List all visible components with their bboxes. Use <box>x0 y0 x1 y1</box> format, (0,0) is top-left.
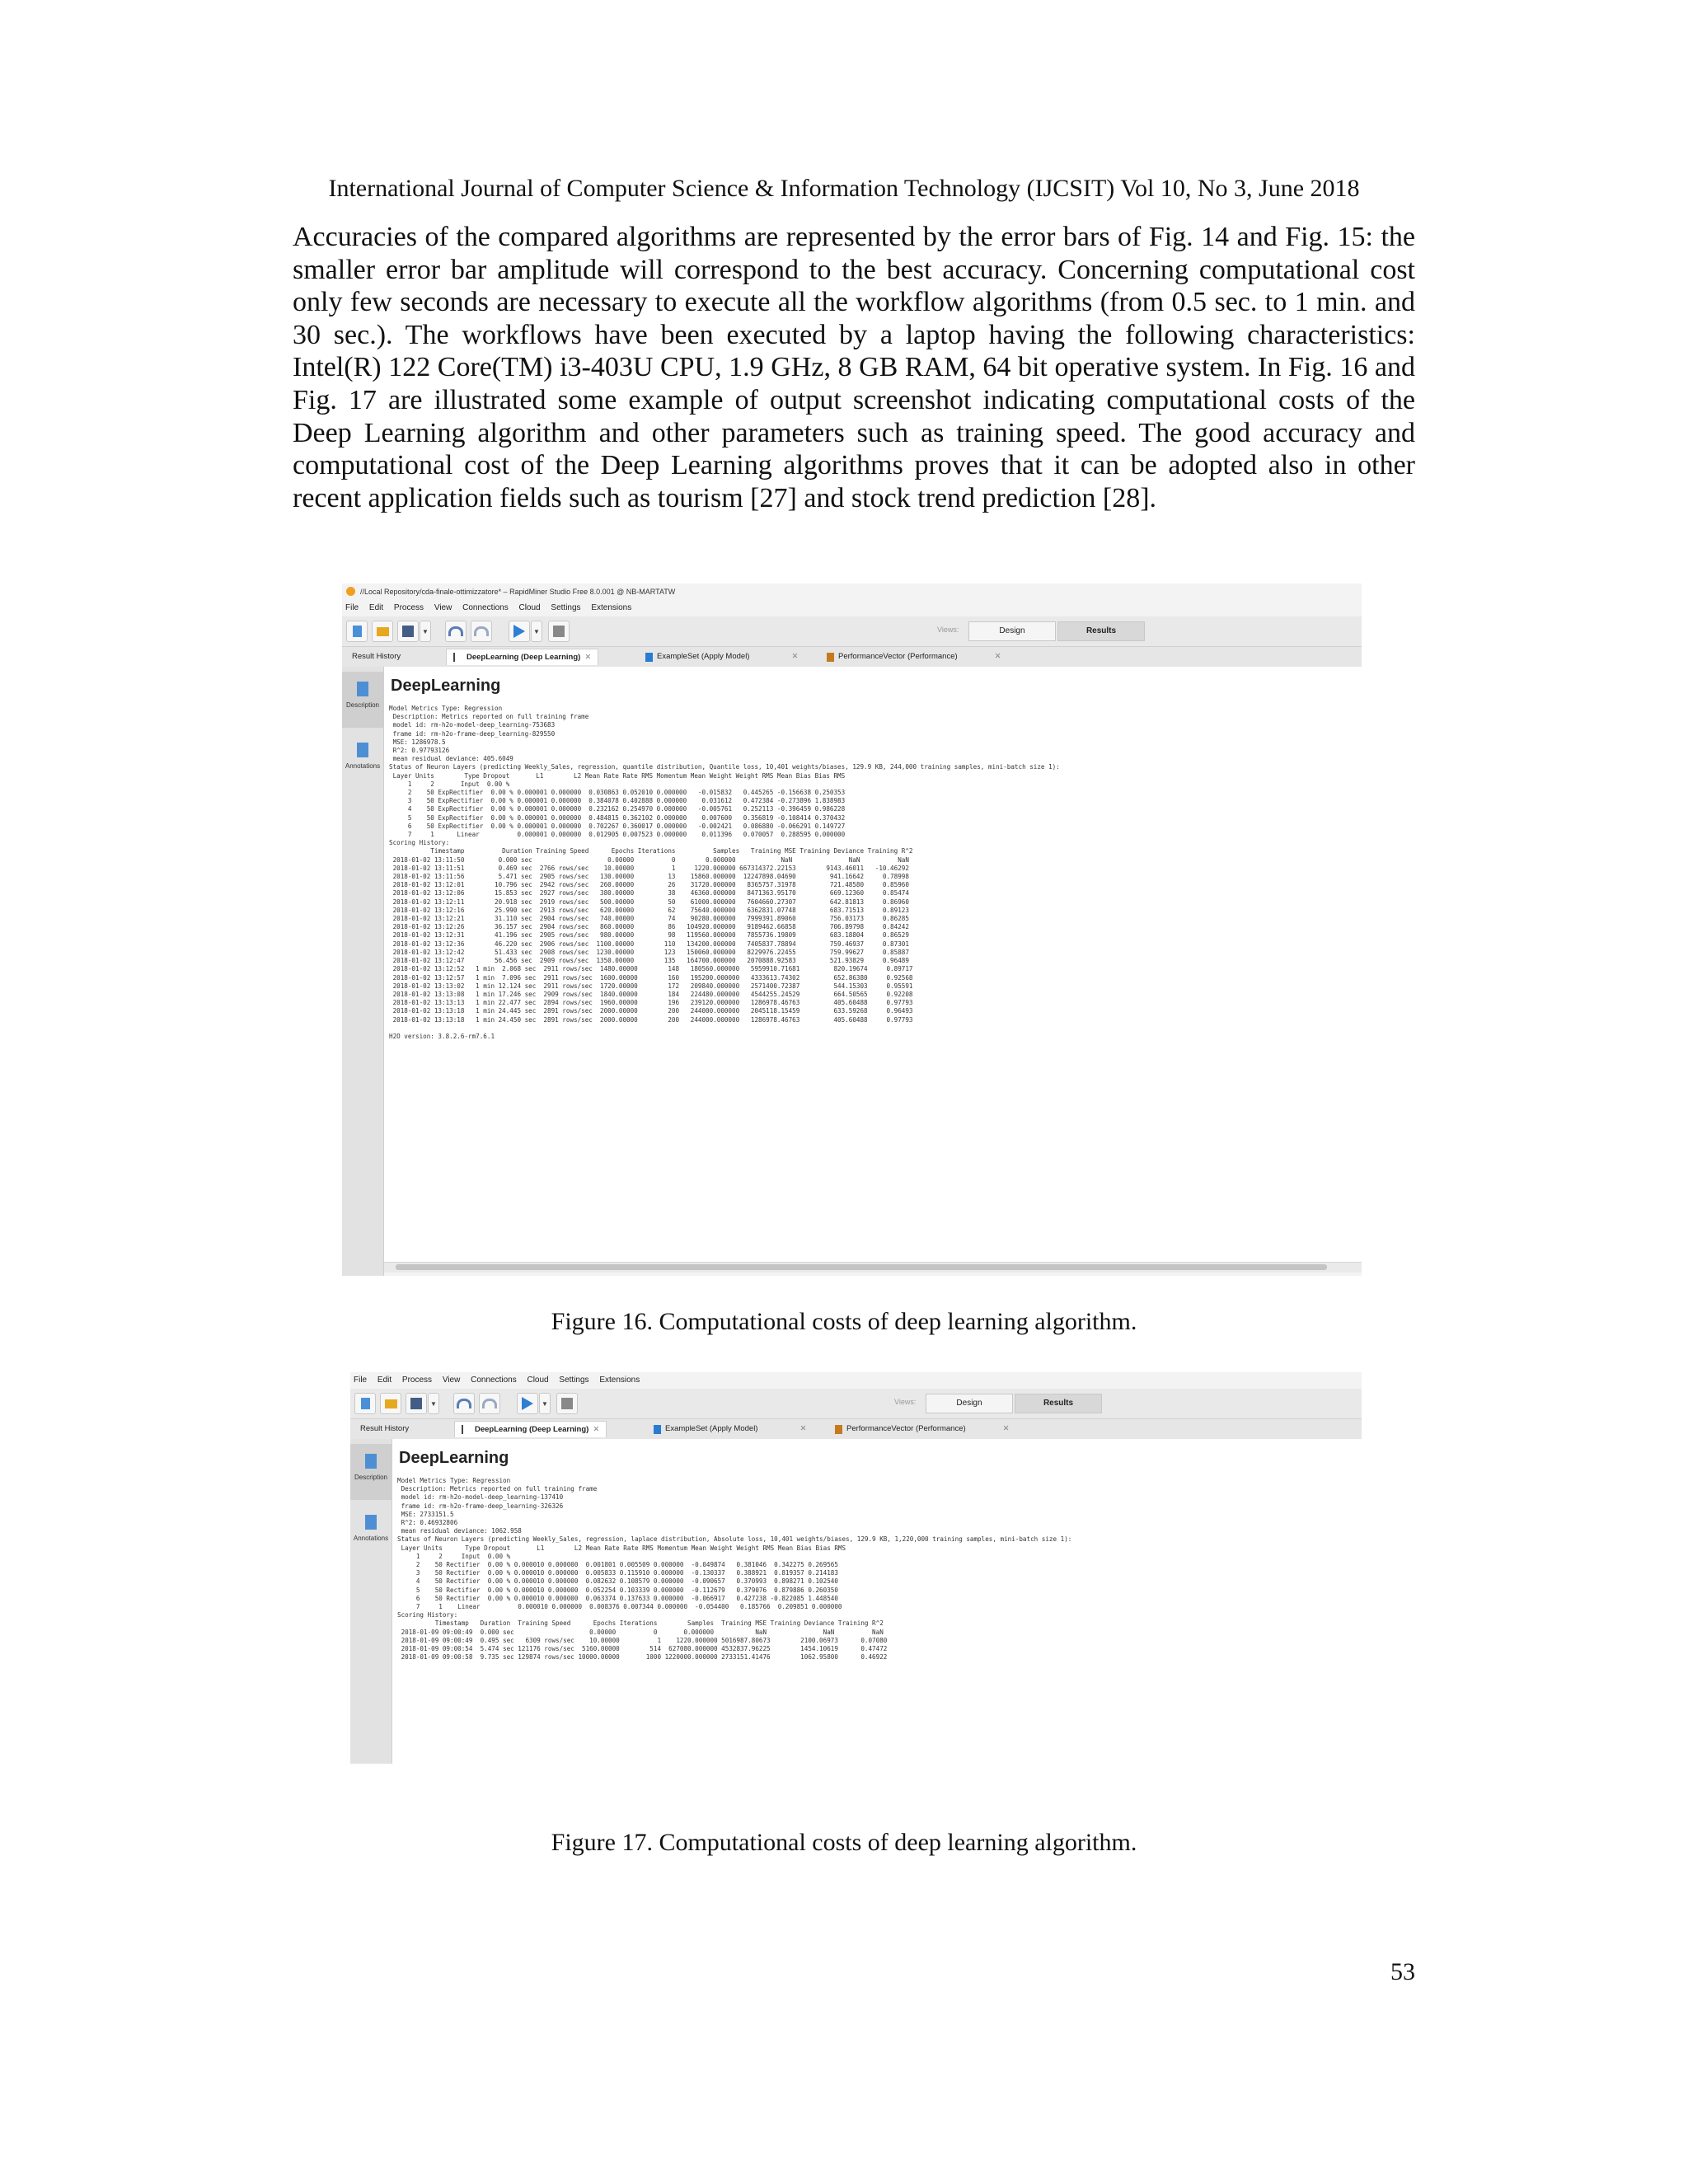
model-output-panel <box>384 667 1362 1262</box>
views-label: Views: <box>937 626 959 634</box>
new-process-icon <box>353 626 362 637</box>
scrollbar-thumb[interactable] <box>396 1264 1327 1270</box>
toolbar <box>342 616 1362 647</box>
side-panel <box>342 667 384 1276</box>
menu-file[interactable]: File <box>345 603 359 612</box>
views-label: Views: <box>894 1398 917 1406</box>
menu-extensions[interactable]: Extensions <box>599 1376 640 1385</box>
new-process-button[interactable] <box>354 1393 376 1414</box>
tab-performance[interactable] <box>828 1421 1016 1437</box>
annotations-view-button[interactable] <box>342 733 383 789</box>
body-paragraph: Accuracies of the compared algorithms are represented by the error bars of Fig. 14 and Fig. 15: the smaller error bar amplitude will correspond to the best accuracy. Concerning computational cost only few seconds are necessary to execute all the workflow algorithms (from 0.5 sec. to 1 min. and 30 sec.). The workflows have been executed by a laptop having the following characteristics: Intel(R) 122 Core(TM) i3-403U CPU, 1.9 GHz, 8 GB RAM, 64 bit operative system. In Fig. 16 and Fig. 17 are illustrated some example of output screenshot indicating computational costs of the Deep Learning algorithm and other parameters such as training speed. The good accuracy and computational cost of the Deep Learning algorithms proves that it can be adopted also in other recent application fields such as tourism [27] and stock trend prediction [28]. <box>293 222 1415 513</box>
description-view-button[interactable] <box>350 1444 392 1500</box>
close-icon[interactable]: ✕ <box>994 652 1001 661</box>
stop-button[interactable] <box>548 621 570 642</box>
menu-edit[interactable]: Edit <box>368 603 384 612</box>
new-process-icon <box>361 1398 370 1409</box>
run-button[interactable] <box>509 621 530 642</box>
play-icon <box>513 625 525 638</box>
figure-17-caption: Figure 17. Computational costs of deep learning algorithm. <box>551 1829 1137 1856</box>
window-title: //Local Repository/cda-finale-ottimizzatore* – RapidMiner Studio Free 8.0.001 @ NB-MARTATW <box>360 588 676 596</box>
close-icon[interactable]: ✕ <box>799 1424 807 1433</box>
menu-file[interactable]: File <box>354 1376 368 1385</box>
deep-learning-icon <box>462 1425 471 1434</box>
table-icon <box>645 653 653 662</box>
menu-extensions[interactable]: Extensions <box>591 603 632 612</box>
output-title: DeepLearning <box>399 1449 509 1467</box>
tab-label: DeepLearning (Deep Learning) <box>467 652 581 662</box>
tab-label: ExampleSet (Apply Model) <box>665 1424 758 1433</box>
redo-button[interactable] <box>479 1393 500 1414</box>
chevron-down-icon: ▼ <box>533 627 540 635</box>
tab-label: ExampleSet (Apply Model) <box>657 652 750 661</box>
results-view-button[interactable]: Results <box>1057 621 1145 641</box>
save-options-dropdown[interactable] <box>428 1393 439 1414</box>
run-button[interactable] <box>517 1393 538 1414</box>
annotations-icon <box>365 1515 377 1530</box>
run-options-dropdown[interactable] <box>531 621 542 642</box>
performance-icon <box>827 653 834 662</box>
run-options-dropdown[interactable] <box>539 1393 551 1414</box>
figure-17-screenshot <box>350 1372 1362 1764</box>
menu-connections[interactable]: Connections <box>471 1376 517 1385</box>
menu-cloud[interactable]: Cloud <box>527 1376 549 1385</box>
undo-button[interactable] <box>453 1393 475 1414</box>
model-output-text: Model Metrics Type: Regression Description: Metrics reported on full training frame model id: rm-h2o-model-deep_learning-137410 frame id: rm-h2o-frame-deep_learning-326326 MSE: 2733151.5 R^2: 0.46932806 mean residual deviance: 1062.958 Status of Neuron Layers (predicting Weekly_Sales, regression, laplace distribution, Absolute loss, 10,401 weights/biases, 129.9 KB, 1,220,000 training samples, mini-batch size 1): Layer Units Type Dropout L1 L2 Mean Rate Rate RMS Momentum Mean Weight Weight RMS Mean Bias Bias RMS 1 2 Input 0.00 % 2 50 Rectifier 0.00 % 0.000010 0.000000 0.001801 0.005509 0.000000 -0.049874 0.381046 0.342275 0.269565 3 50 Rectifier 0.00 % 0.000010 0.000000 0.005833 0.115910 0.000000 -0.130337 0.388921 0.819357 0.214183 4 50 Rectifier 0.00 % 0.000010 0.000000 0.082632 0.108579 0.000000 -0.090657 0.370993 0.898271 0.102540 5 50 Rectifier 0.00 % 0.000010 0.000000 0.052254 0.103339 0.000000 -0.112679 0.379076 0.879886 0.260350 6 50 Rectifier 0.00 % 0.000010 0.000000 0.063374 0.137633 0.000000 -0.066917 0.427238 -0.822085 1.448540 7 1 Linear 0.000010 0.000000 0.008376 0.007344 0.000000 -0.054400 0.185766 0.209851 0.000000 Scoring History: Timestamp Duration Training Speed Epochs Iterations Samples Training MSE Training Deviance Training R^2 2018-01-09 09:00:49 0.000 sec 0.00000 0 0.000000 NaN NaN NaN 2018-01-09 09:00:49 0.495 sec 6309 rows/sec 10.00000 1 1220.000000 5016987.80673 2100.06973 0.07080 2018-01-09 09:00:54 5.474 sec 121176 rows/sec 5160.00000 514 627080.000000 4532837.96225 1454.10619 0.47472 2018-01-09 09:00:58 9.735 sec 129874 rows/sec 10000.00000 1000 1220000.000000 2733151.41476 1062.95800 0.46922 <box>397 1477 1072 1661</box>
menu-bar <box>342 600 1362 616</box>
rapidminer-logo-icon <box>346 587 355 596</box>
folder-icon <box>377 627 389 636</box>
model-output-panel <box>392 1439 1362 1764</box>
floppy-disk-icon <box>402 626 414 637</box>
stop-button[interactable] <box>556 1393 578 1414</box>
output-title: DeepLearning <box>391 677 501 695</box>
description-label: Description <box>345 701 379 709</box>
tab-label: PerformanceVector (Performance) <box>838 652 958 661</box>
redo-icon <box>482 1399 497 1408</box>
chevron-down-icon: ▼ <box>422 627 429 635</box>
tab-deeplearning[interactable] <box>454 1421 607 1437</box>
tab-label: DeepLearning (Deep Learning) <box>475 1424 589 1434</box>
result-tabs-bar <box>342 647 1362 668</box>
annotations-view-button[interactable] <box>350 1505 392 1561</box>
menu-bar <box>350 1372 1362 1389</box>
page-number: 53 <box>1390 1958 1415 1985</box>
results-view-button[interactable]: Results <box>1015 1394 1102 1413</box>
tab-label: PerformanceVector (Performance) <box>846 1424 966 1433</box>
open-process-button[interactable] <box>380 1393 401 1414</box>
redo-button[interactable] <box>471 621 492 642</box>
design-view-button[interactable]: Design <box>968 621 1056 641</box>
tab-label: Result History <box>352 652 401 661</box>
description-view-button[interactable] <box>342 672 383 728</box>
menu-process[interactable]: Process <box>401 1376 433 1385</box>
tab-label: Result History <box>360 1424 410 1433</box>
menu-settings[interactable]: Settings <box>551 603 581 612</box>
figure-16-caption: Figure 16. Computational costs of deep learning algorithm. <box>551 1308 1137 1335</box>
close-icon[interactable]: ✕ <box>593 1424 600 1434</box>
open-process-button[interactable] <box>372 621 393 642</box>
folder-icon <box>385 1399 397 1408</box>
save-button[interactable] <box>397 621 419 642</box>
page-header: International Journal of Computer Science & Information Technology (IJCSIT) Vol 10, No 3, June 2018 <box>328 175 1360 202</box>
close-icon[interactable]: ✕ <box>1002 1424 1010 1433</box>
stop-icon <box>561 1398 573 1409</box>
description-label: Description <box>354 1474 387 1481</box>
chevron-down-icon: ▼ <box>430 1399 437 1408</box>
table-icon <box>654 1425 661 1434</box>
menu-process[interactable]: Process <box>393 603 424 612</box>
undo-icon <box>457 1399 471 1408</box>
chevron-down-icon: ▼ <box>542 1399 548 1408</box>
model-output-text: Model Metrics Type: Regression Description: Metrics reported on full training frame model id: rm-h2o-model-deep_learning-753683 frame id: rm-h2o-frame-deep_learning-829550 MSE: 1286978.5 R^2: 0.97793126 mean residual deviance: 405.6049 Status of Neuron Layers (predicting Weekly_Sales, regression, quantile distribution, Quantile loss, 10,401 weights/biases, 129.9 KB, 244,000 training samples, mini-batch size 1): Layer Units Type Dropout L1 L2 Mean Rate Rate RMS Momentum Mean Weight Weight RMS Mean Bias Bias RMS 1 2 Input 0.00 % 2 50 ExpRectifier 0.00 % 0.000001 0.000000 0.030863 0.052010 0.000000 -0.015832 0.445265 -0.156638 0.250353 3 50 ExpRectifier 0.00 % 0.000001 0.000000 0.384078 0.402888 0.000000 0.031612 0.472384 -0.273896 1.838983 4 50 ExpRectifier 0.00 % 0.000001 0.000000 0.232162 0.254970 0.000000 -0.005761 0.252113 -0.396459 0.986228 5 50 ExpRectifier 0.00 % 0.000001 0.000000 0.484815 0.362102 0.000000 0.007600 0.356819 -0.108414 0.370432 6 50 ExpRectifier 0.00 % 0.000001 0.000000 0.702267 0.360017 0.000000 -0.002421 0.086880 -0.066291 0.149727 7 1 Linear 0.000001 0.000000 0.012905 0.007523 0.000000 0.011396 0.070057 0.288595 0.000000 Scoring History: Timestamp Duration Training Speed Epochs Iterations Samples Training MSE Training Deviance Training R^2 2018-01-02 13:11:50 0.000 sec 0.00000 0 0.000000 NaN NaN NaN 2018-01-02 13:11:51 0.469 sec 2766 rows/sec 10.00000 1 1220.000000 667314372.22153 9143.46011 -10.46292 2018-01-02 13:11:56 5.471 sec 2905 rows/sec 130.00000 13 15860.000000 12247898.04690 941.16642 0.78998 2018-01-02 13:12:01 10.796 sec 2942 rows/sec 260.00000 26 31720.000000 8365757.31978 721.48580 0.85960 2018-01-02 13:12:06 15.853 sec 2927 rows/sec 380.00000 38 46360.000000 8471363.95170 669.12360 0.85474 2018-01-02 13:12:11 20.918 sec 2919 rows/sec 500.00000 50 61000.000000 7604660.27307 642.81813 0.86960 2018-01-02 13:12:16 25.990 sec 2913 rows/sec 620.00000 62 75640.000000 6362831.07748 683.71513 0.89123 2018-01-02 13:12:21 31.110 sec 2904 rows/sec 740.00000 74 90280.000000 7999391.89060 756.03173 0.86285 2018-01-02 13:12:26 36.157 sec 2904 rows/sec 860.00000 86 104920.000000 9189462.66858 706.89798 0.84242 2018-01-02 13:12:31 41.196 sec 2905 rows/sec 980.00000 98 119560.000000 7855736.19809 683.18804 0.86529 2018-01-02 13:12:36 46.220 sec 2906 rows/sec 1100.00000 110 134200.000000 7405837.78894 759.46937 0.87301 2018-01-02 13:12:42 51.433 sec 2908 rows/sec 1230.00000 123 150060.000000 8229976.22455 759.99627 0.85887 2018-01-02 13:12:47 56.456 sec 2909 rows/sec 1350.00000 135 164700.000000 2070888.92583 521.93829 0.96489 2018-01-02 13:12:52 1 min 2.068 sec 2911 rows/sec 1480.00000 148 180560.000000 5959910.71681 820.19674 0.89717 2018-01-02 13:12:57 1 min 7.096 sec 2911 rows/sec 1600.00000 160 195200.000000 4333613.74302 652.86380 0.92568 2018-01-02 13:13:02 1 min 12.124 sec 2911 rows/sec 1720.00000 172 209840.000000 2571400.72387 544.15303 0.95591 2018-01-02 13:13:08 1 min 17.246 sec 2909 rows/sec 1840.00000 184 224480.000000 4544255.24529 664.50565 0.92208 2018-01-02 13:13:13 1 min 22.477 sec 2894 rows/sec 1960.00000 196 239120.000000 1286978.46763 405.60488 0.97793 2018-01-02 13:13:18 1 min 24.445 sec 2891 rows/sec 2000.00000 200 244000.000000 2045118.15459 633.59268 0.96493 2018-01-02 13:13:18 1 min 24.450 sec 2891 rows/sec 2000.00000 200 244000.000000 1286978.46763 405.60488 0.97793 H2O version: 3.8.2.6-rm7.6.1 <box>389 705 1060 1040</box>
side-panel <box>350 1439 392 1764</box>
annotations-label: Annotations <box>345 762 381 770</box>
close-icon[interactable]: ✕ <box>791 652 799 661</box>
tab-deeplearning[interactable] <box>446 649 598 665</box>
description-icon <box>365 1454 377 1469</box>
window-titlebar <box>342 583 1362 600</box>
annotations-icon <box>357 743 368 757</box>
tab-exampleset[interactable] <box>647 1421 813 1437</box>
menu-edit[interactable]: Edit <box>377 1376 392 1385</box>
tab-performance[interactable] <box>820 649 1008 665</box>
close-icon[interactable]: ✕ <box>584 652 592 662</box>
redo-icon <box>474 626 489 636</box>
tab-exampleset[interactable] <box>639 649 804 665</box>
deep-learning-icon <box>453 653 462 662</box>
figure-16-screenshot <box>342 583 1362 1276</box>
performance-icon <box>835 1425 842 1434</box>
floppy-disk-icon <box>410 1398 422 1409</box>
design-view-button[interactable]: Design <box>926 1394 1013 1413</box>
stop-icon <box>553 626 565 637</box>
undo-button[interactable] <box>445 621 467 642</box>
new-process-button[interactable] <box>346 621 368 642</box>
menu-connections[interactable]: Connections <box>462 603 509 612</box>
description-icon <box>357 682 368 696</box>
menu-view[interactable]: View <box>434 603 452 612</box>
menu-settings[interactable]: Settings <box>559 1376 589 1385</box>
save-button[interactable] <box>406 1393 427 1414</box>
result-tabs-bar <box>350 1419 1362 1440</box>
save-options-dropdown[interactable] <box>420 621 431 642</box>
play-icon <box>522 1397 533 1410</box>
menu-cloud[interactable]: Cloud <box>518 603 541 612</box>
menu-view[interactable]: View <box>442 1376 461 1385</box>
annotations-label: Annotations <box>353 1535 389 1542</box>
toolbar <box>350 1389 1362 1419</box>
undo-icon <box>448 626 463 636</box>
horizontal-scrollbar[interactable] <box>384 1262 1362 1272</box>
